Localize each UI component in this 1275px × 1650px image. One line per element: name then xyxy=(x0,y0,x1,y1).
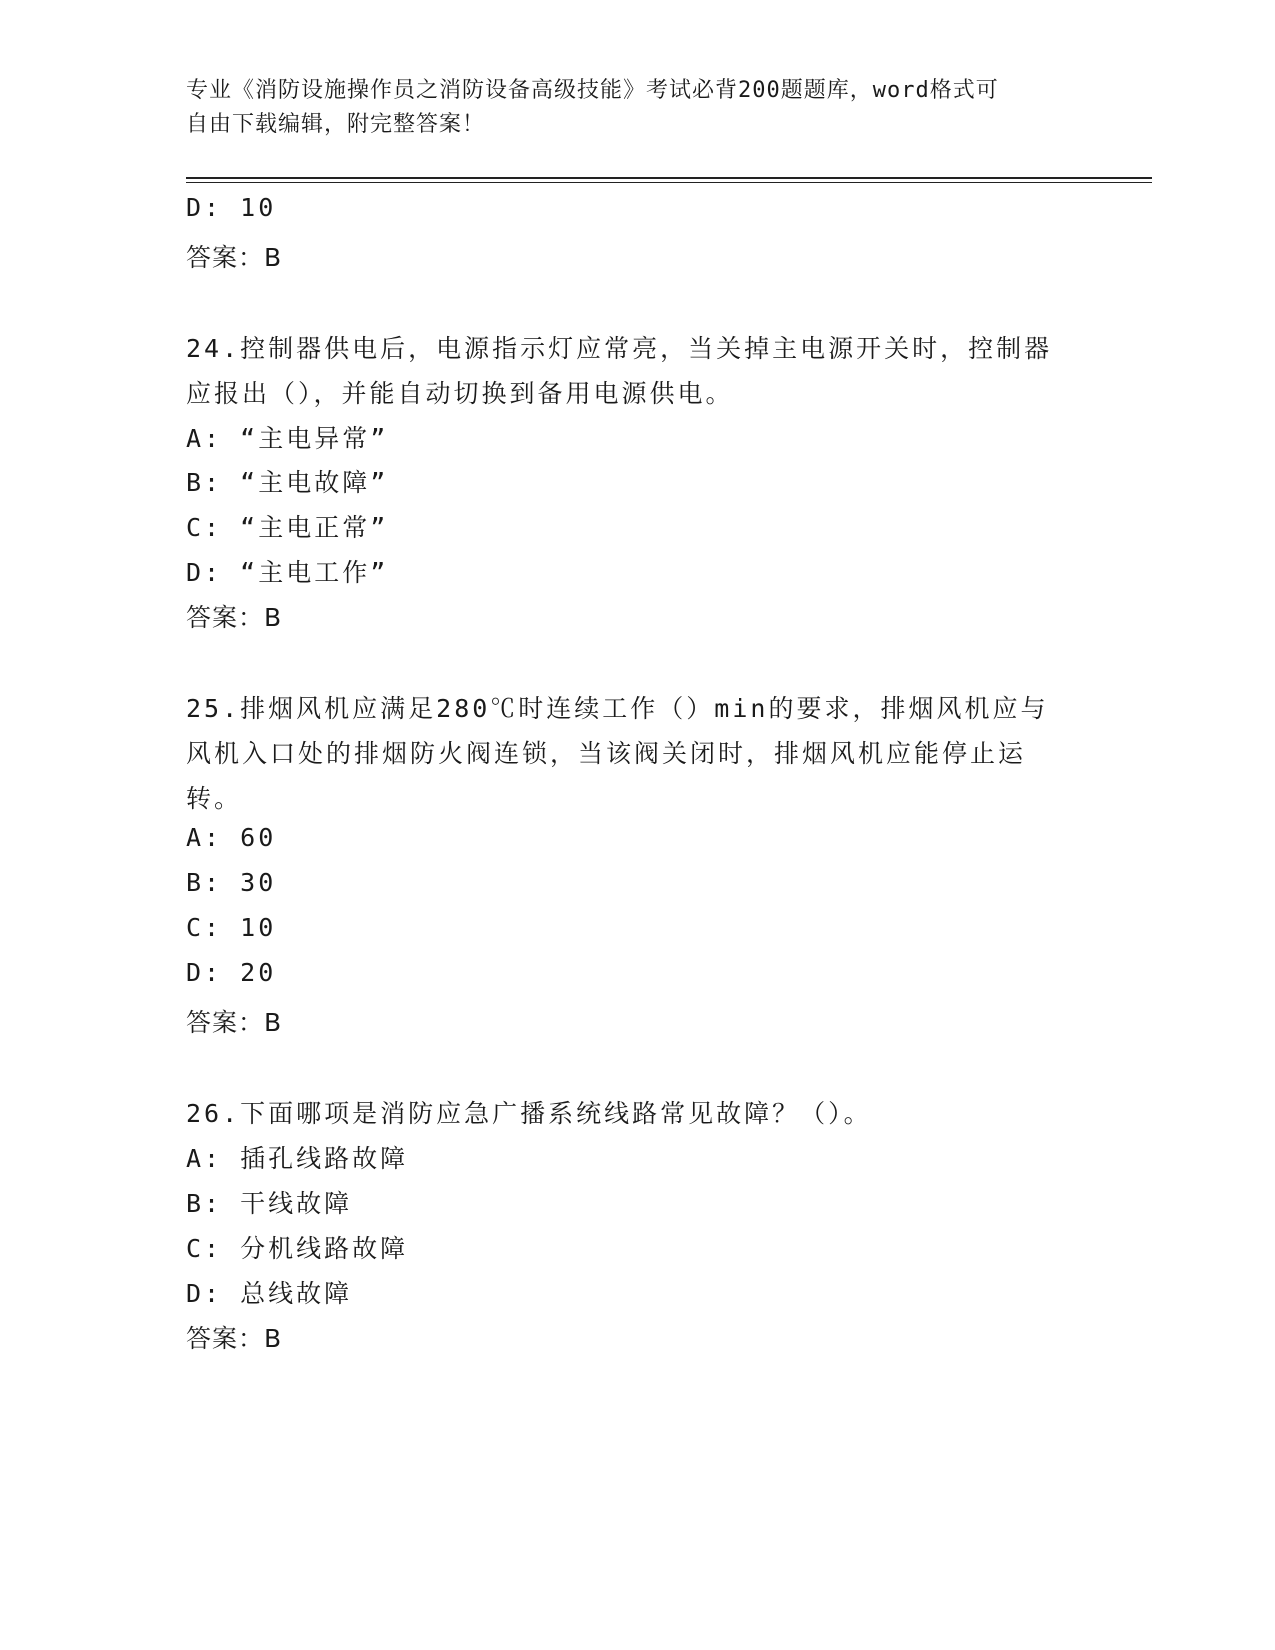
q26-option-c: C: 分机线路故障 xyxy=(186,1234,409,1263)
q24-stem-line-1: 24.控制器供电后，电源指示灯应常亮，当关掉主电源开关时，控制器 xyxy=(186,334,1053,363)
header-rule-thin xyxy=(186,182,1152,183)
document-header xyxy=(186,74,1066,142)
q24-option-b: B: “主电故障” xyxy=(186,468,389,497)
prev-option-d: D: 10 xyxy=(186,193,277,222)
header-line-2: 自由下载编辑，附完整答案！ xyxy=(186,112,486,137)
q26-option-d: D: 总线故障 xyxy=(186,1279,353,1308)
q24-option-a: A: “主电异常” xyxy=(186,424,389,453)
q26-answer: 答案：B xyxy=(186,1324,283,1353)
q25-stem-line-3: 转。 xyxy=(186,784,243,813)
q25-stem-line-2: 风机入口处的排烟防火阀连锁，当该阀关闭时，排烟风机应能停止运 xyxy=(186,739,1027,768)
header-rule-thick xyxy=(186,177,1152,179)
q25-option-c: C: 10 xyxy=(186,913,277,942)
q24-stem-line-2: 应报出（），并能自动切换到备用电源供电。 xyxy=(186,379,734,408)
q26-option-a: A: 插孔线路故障 xyxy=(186,1144,409,1173)
q25-stem-line-1: 25.排烟风机应满足280℃时连续工作（）min的要求，排烟风机应与 xyxy=(186,694,1049,723)
q24-option-d: D: “主电工作” xyxy=(186,558,389,587)
prev-answer: 答案：B xyxy=(186,243,283,272)
q25-option-d: D: 20 xyxy=(186,958,277,987)
q26-stem-line-1: 26.下面哪项是消防应急广播系统线路常见故障？（）。 xyxy=(186,1099,872,1128)
header-line-1: 专业《消防设施操作员之消防设备高级技能》考试必背200题题库，word格式可 xyxy=(186,78,999,103)
q25-answer: 答案：B xyxy=(186,1008,283,1037)
q25-option-a: A: 60 xyxy=(186,823,277,852)
q25-option-b: B: 30 xyxy=(186,868,277,897)
q24-answer: 答案：B xyxy=(186,603,283,632)
q24-option-c: C: “主电正常” xyxy=(186,513,389,542)
q26-option-b: B: 干线故障 xyxy=(186,1189,353,1218)
